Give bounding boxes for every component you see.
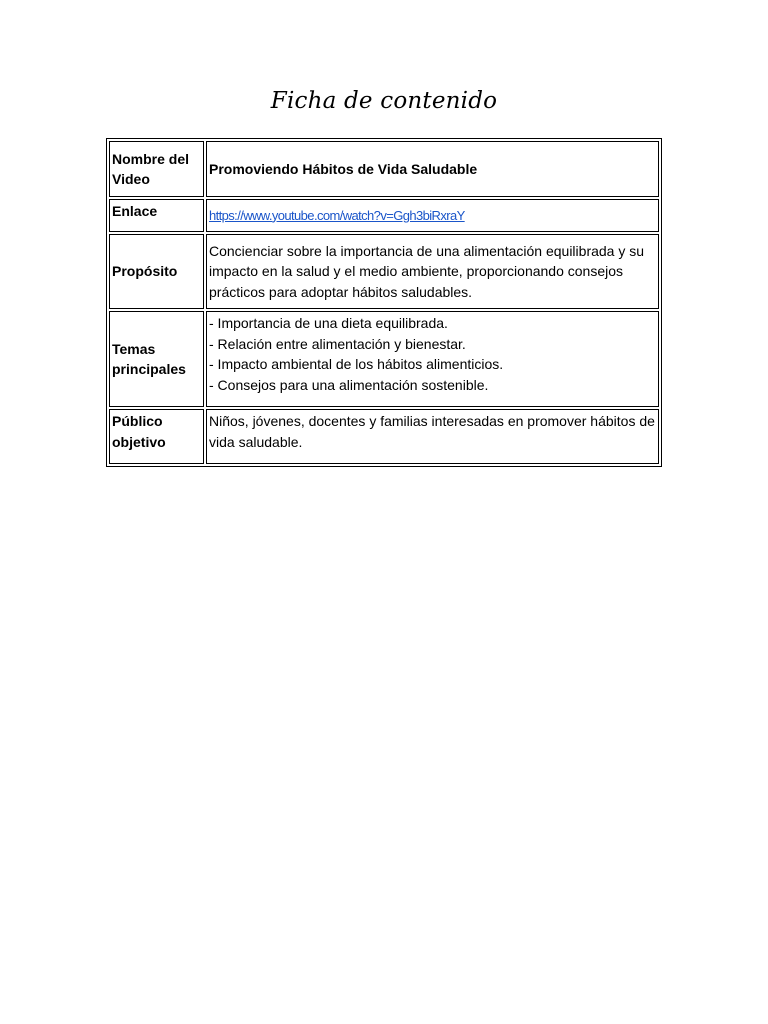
topic-item: - Importancia de una dieta equilibrada. [209, 315, 448, 331]
content-sheet-table [106, 138, 662, 467]
topic-item: - Relación entre alimentación y bienestar. [209, 335, 466, 352]
link-label: Enlace [109, 199, 204, 232]
video-name-label: Nombre del Video [109, 141, 204, 197]
topic-item: - Consejos para una alimentación sostenible. [209, 376, 489, 393]
target-audience-label: Público objetivo [109, 409, 204, 464]
table-row-video-name [109, 141, 659, 197]
purpose-label: Propósito [109, 234, 204, 309]
table-row-purpose [109, 234, 659, 309]
page-title: Ficha de contenido [270, 88, 498, 114]
target-audience-value: Niños, jóvenes, docentes y familias interesadas en promover hábitos de vida saludable. [206, 409, 659, 464]
video-name-value: Promoviendo Hábitos de Vida Saludable [206, 141, 659, 197]
table-row-main-topics [109, 311, 659, 407]
table-row-link [109, 199, 659, 232]
link-cell [206, 199, 659, 232]
purpose-value: Concienciar sobre la importancia de una alimentación equilibrada y su impacto en la salud y el medio ambiente, proporcionando consejos prácticos para adoptar hábitos saludables. [206, 234, 659, 309]
topic-item: - Impacto ambiental de los hábitos alimenticios. [209, 356, 504, 372]
main-topics-label: Temas principales [109, 311, 204, 407]
table-row-target-audience [109, 409, 659, 464]
main-topics-list [206, 311, 659, 407]
video-link[interactable]: https://www.youtube.com/watch?v=Ggh3biRxraY [209, 207, 465, 223]
